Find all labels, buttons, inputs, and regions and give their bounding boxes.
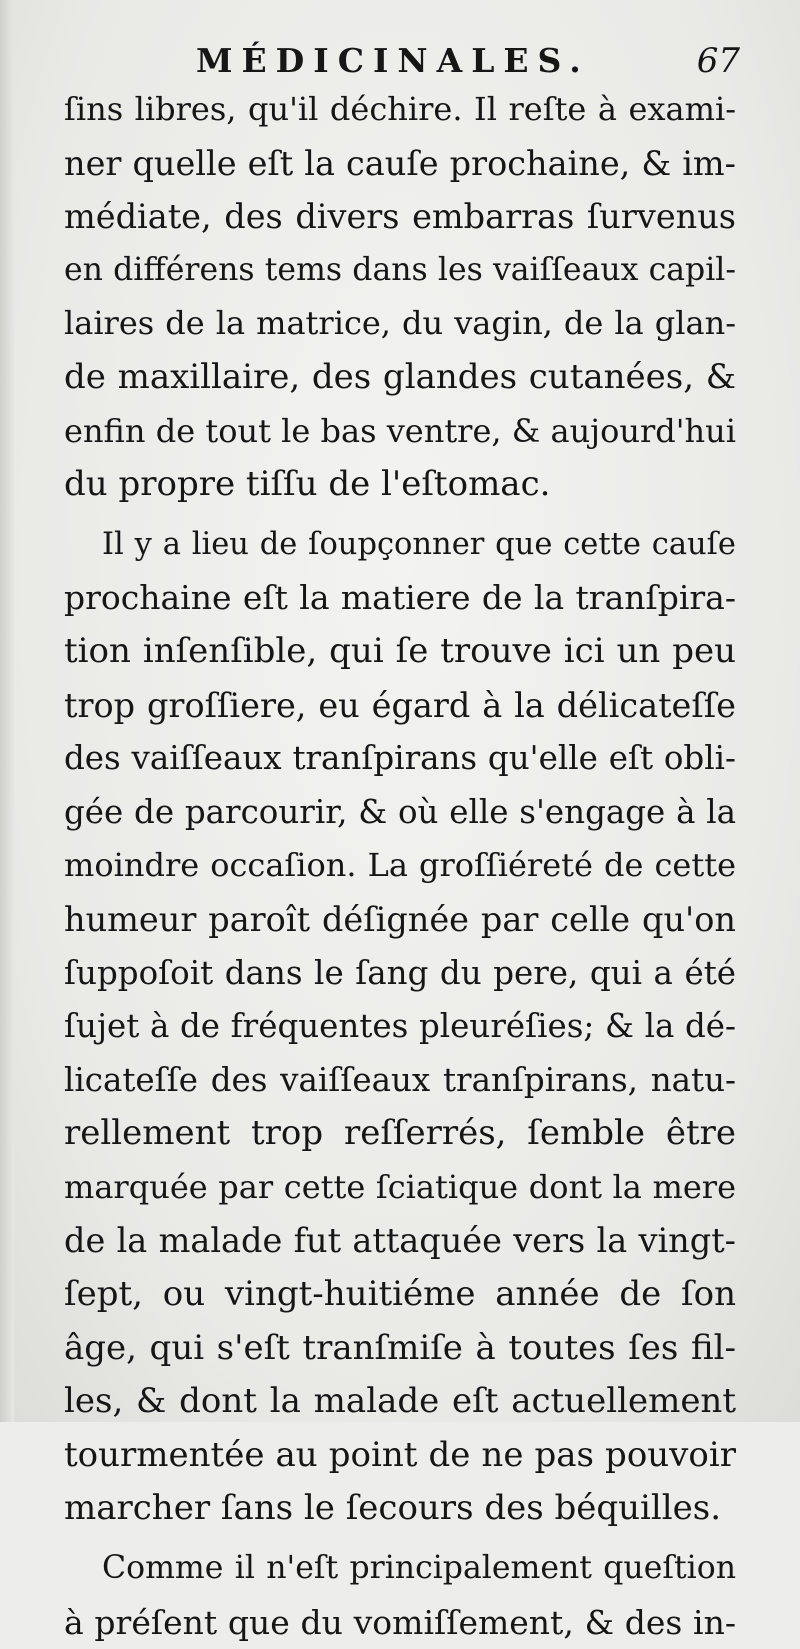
body-text xyxy=(64,83,736,1649)
text-line: ſuppoſoit dans le ſang du pere, qui a été xyxy=(64,953,736,992)
text-line: ſept, ou vingt-huitiéme année de ſon xyxy=(64,1274,736,1315)
text-line: les, & dont la malade eſt actuellement xyxy=(64,1381,736,1422)
text-line: tion inſenſible, qui ſe trouve ici un peu xyxy=(64,630,736,671)
running-head: MÉDICINALES. xyxy=(196,41,590,80)
page-gutter-shadow xyxy=(0,0,14,1422)
text-line: licateſſe des vaiſſeaux tranſpirans, natu- xyxy=(64,1060,736,1099)
text-line: des vaiſſeaux tranſpirans qu'elle eſt obli- xyxy=(64,739,736,778)
text-line: humeur paroît déſignée par celle qu'on xyxy=(64,899,736,939)
page-number: 67 xyxy=(696,41,740,81)
text-line: ſujet à de fréquentes pleuréſies; & la dé- xyxy=(64,1007,736,1046)
text-line: rellement trop reſſerrés, ſemble être xyxy=(64,1113,736,1154)
text-line: marcher ſans le ſecours des béquilles. xyxy=(64,1488,722,1529)
text-line: Il y a lieu de ſoupçonner que cette cauſe xyxy=(102,526,736,562)
text-line: ner quelle eſt la cauſe prochaine, & im- xyxy=(64,143,736,183)
text-line: marquée par cette ſciatique dont la mere xyxy=(64,1167,736,1206)
text-line: du propre tiſſu de l'eſtomac. xyxy=(64,464,551,505)
text-line: de la malade fut attaquée vers la vingt- xyxy=(64,1221,736,1261)
text-line: tourmentée au point de ne pas pouvoir xyxy=(64,1434,736,1475)
text-line: enfin de tout le bas ventre, & aujourd'hui xyxy=(64,411,736,450)
text-line: prochaine eſt la matiere de la tranſpira- xyxy=(64,578,736,618)
text-line: à préſent que du vomiſſement, & des in- xyxy=(64,1602,736,1642)
text-line: Comme il n'eſt principalement queſtion xyxy=(102,1550,736,1587)
text-line: laires de la matrice, du vagin, de la glan- xyxy=(64,304,736,343)
text-line: âge, qui s'eſt tranſmiſe à toutes ſes fil- xyxy=(64,1327,736,1368)
text-line: trop groſſiere, eu égard à la délicateſſe xyxy=(64,685,736,725)
text-line: médiate, des divers embarras ſurvenus xyxy=(64,197,736,237)
text-line: en différens tems dans les vaiſſeaux capil- xyxy=(64,251,736,288)
text-line: gée de parcourir, & où elle s'engage à la xyxy=(64,792,736,831)
text-line: de maxillaire, des glandes cutanées, & xyxy=(64,356,736,397)
text-line: moindre occaſion. La groſſiéreté de cette xyxy=(64,846,736,885)
text-line: ſins libres, qu'il déchire. Il reſte à exami- xyxy=(64,90,736,128)
